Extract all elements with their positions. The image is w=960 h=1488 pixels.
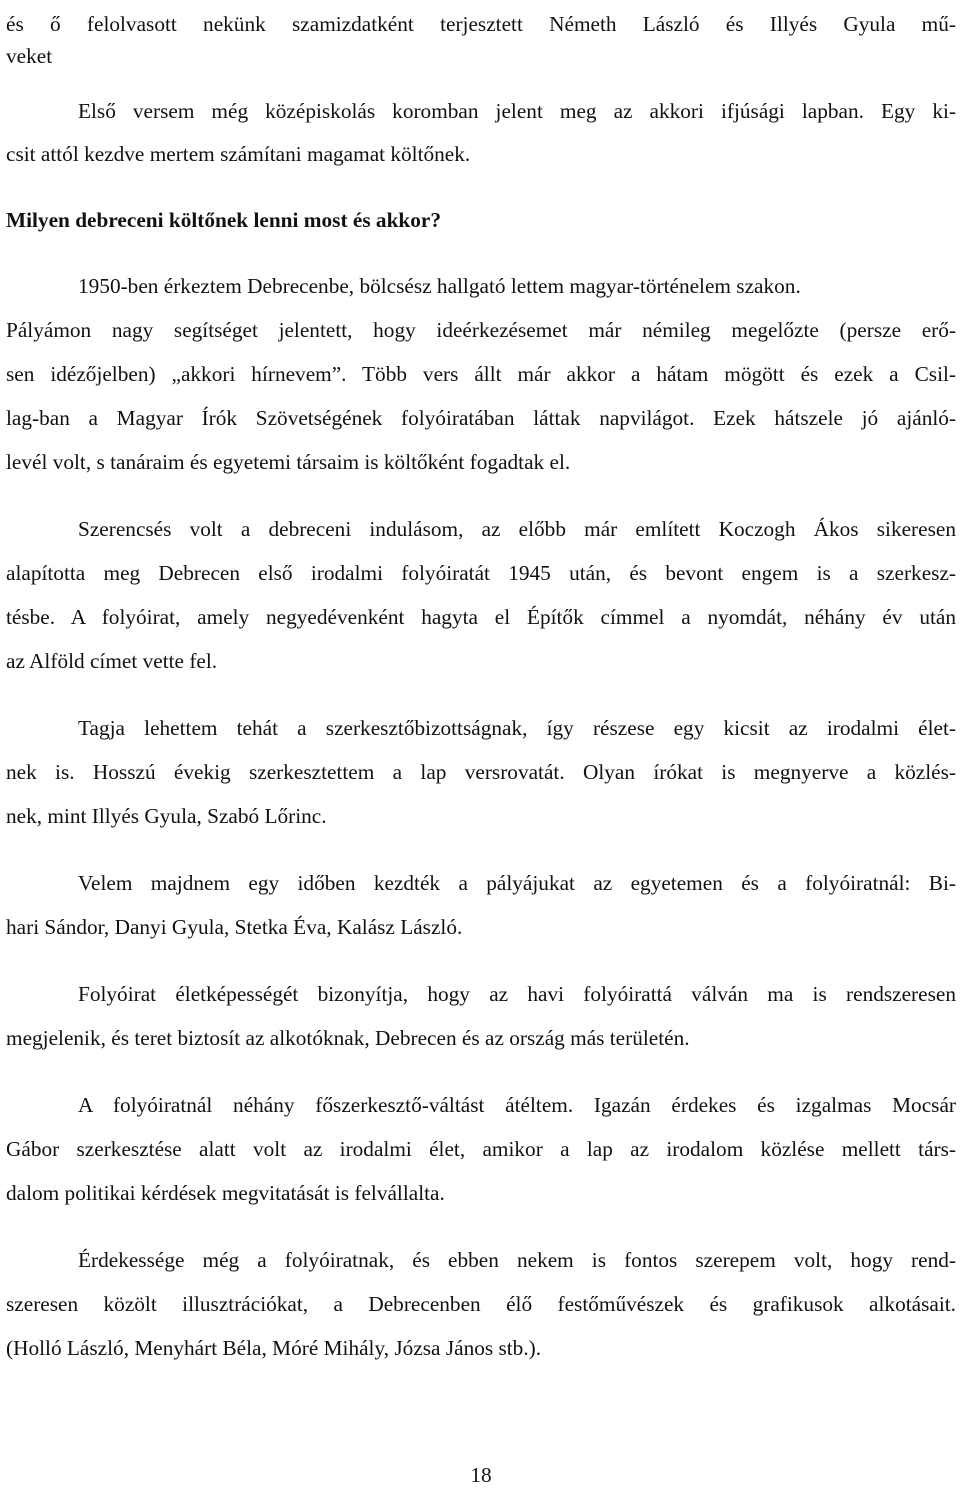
text-line: az Alföld címet vette fel. <box>6 649 218 673</box>
text-line: és ő felolvasott nekünk szamizdatként terjesztett Németh László és Illyés Gyula mű- <box>6 12 956 36</box>
text-line: nek is. Hosszú évekig szerkesztettem a lap versrovatát. Olyan írókat is megnyerve a közlés- <box>6 760 956 784</box>
text-line: megjelenik, és teret biztosít az alkotóknak, Debrecen és az ország más területén. <box>6 1026 690 1050</box>
document-page <box>6 0 956 1487</box>
text-line: nek, mint Illyés Gyula, Szabó Lőrinc. <box>6 804 327 828</box>
text-line: hari Sándor, Danyi Gyula, Stetka Éva, Kalász László. <box>6 915 463 939</box>
section-heading: Milyen debreceni költőnek lenni most és akkor? <box>6 208 442 232</box>
text-line: Szerencsés volt a debreceni indulásom, az előbb már említett Koczogh Ákos sikeresen <box>78 517 956 541</box>
text-line: 1950-ben érkeztem Debrecenbe, bölcsész hallgató lettem magyar-történelem szakon. <box>78 274 801 298</box>
text-line: A folyóiratnál néhány főszerkesztő-váltást átéltem. Igazán érdekes és izgalmas Mocsár <box>78 1093 956 1117</box>
text-line: sen idézőjelben) „akkori hírnevem”. Több vers állt már akkor a hátam mögött és ezek a Csil- <box>6 362 956 386</box>
text-line: levél volt, s tanáraim és egyetemi társaim is költőként fogadtak el. <box>6 450 571 474</box>
text-line: Velem majdnem egy időben kezdték a pályájukat az egyetemen és a folyóiratnál: Bi- <box>78 871 956 895</box>
text-line: Gábor szerkesztése alatt volt az irodalmi élet, amikor a lap az irodalom közlése mellett társ- <box>6 1137 956 1161</box>
text-line: Érdekessége még a folyóiratnak, és ebben nekem is fontos szerepem volt, hogy rend- <box>78 1248 956 1272</box>
text-line: tésbe. A folyóirat, amely negyedévenként hagyta el Építők címmel a nyomdát, néhány év után <box>6 605 956 629</box>
page-number: 18 <box>470 1463 492 1487</box>
text-line: (Holló László, Menyhárt Béla, Móré Mihály, Józsa János stb.). <box>6 1336 542 1360</box>
text-line: veket <box>6 44 53 68</box>
text-line: Tagja lehettem tehát a szerkesztőbizottságnak, így részese egy kicsit az irodalmi élet- <box>78 716 956 740</box>
text-line: dalom politikai kérdések megvitatását is felvállalta. <box>6 1181 445 1205</box>
text-line: Folyóirat életképességét bizonyítja, hogy az havi folyóirattá válván ma is rendszeresen <box>78 982 956 1006</box>
text-line: lag-ban a Magyar Írók Szövetségének folyóiratában láttak napvilágot. Ezek hátszele jó ajánló- <box>6 406 956 430</box>
text-line: alapította meg Debrecen első irodalmi folyóiratát 1945 után, és bevont engem is a szerkesz- <box>6 561 956 585</box>
text-line: Pályámon nagy segítséget jelentett, hogy ideérkezésemet már némileg megelőzte (persze erő- <box>6 318 956 342</box>
text-line: szeresen közölt illusztrációkat, a Debrecenben élő festőművészek és grafikusok alkotásait. <box>6 1292 956 1316</box>
text-line: csit attól kezdve mertem számítani magamat költőnek. <box>6 142 471 166</box>
text-line: Első versem még középiskolás koromban jelent meg az akkori ifjúsági lapban. Egy ki- <box>78 99 956 123</box>
